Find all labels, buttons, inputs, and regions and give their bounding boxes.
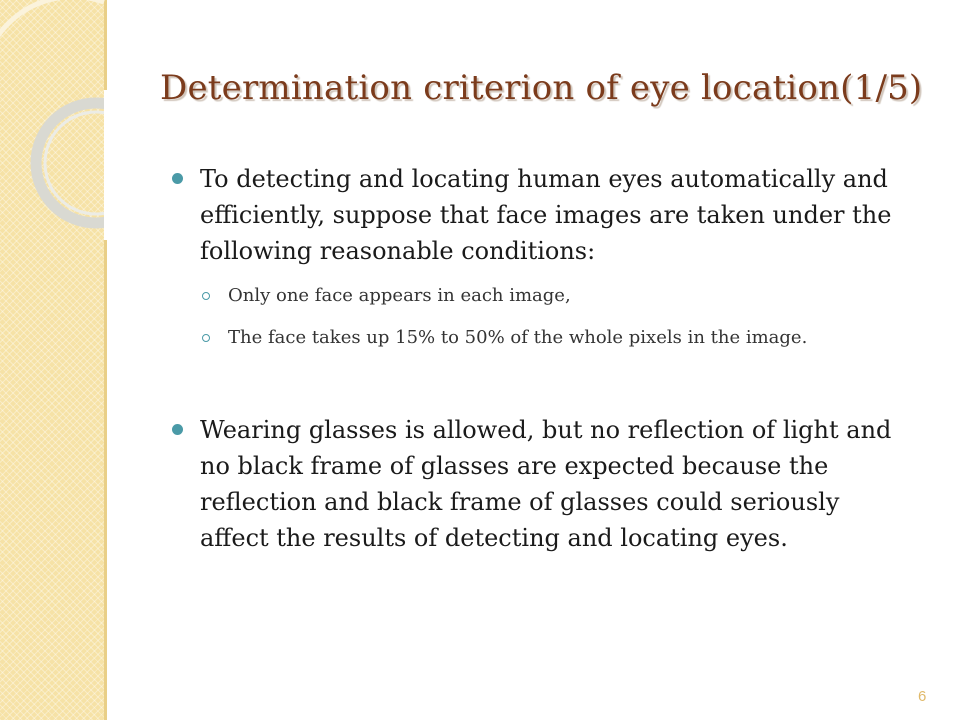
- bullet-glasses: Wearing glasses is allowed, but no reflection of light and no black frame of glasses are expected because the reflection and black frame of glasses could seriously affect the results of detecting and locating eyes.: [200, 416, 892, 552]
- slide-title: Determination criterion of eye location(1/5): [160, 68, 923, 108]
- ring-decoration: [0, 0, 140, 260]
- sub-bullet-icon: [202, 334, 210, 342]
- sub-item-face-size: The face takes up 15% to 50% of the whole pixels in the image.: [228, 327, 808, 348]
- sub-item-one-face: Only one face appears in each image,: [228, 285, 571, 306]
- sub-bullet-icon: [202, 292, 210, 300]
- bullet-conditions: To detecting and locating human eyes automatically and efficiently, suppose that face images are taken under the following reasonable conditions:: [200, 165, 892, 265]
- page-number: 6: [918, 688, 927, 705]
- bullet-icon: [172, 424, 183, 435]
- bullet-icon: [172, 173, 183, 184]
